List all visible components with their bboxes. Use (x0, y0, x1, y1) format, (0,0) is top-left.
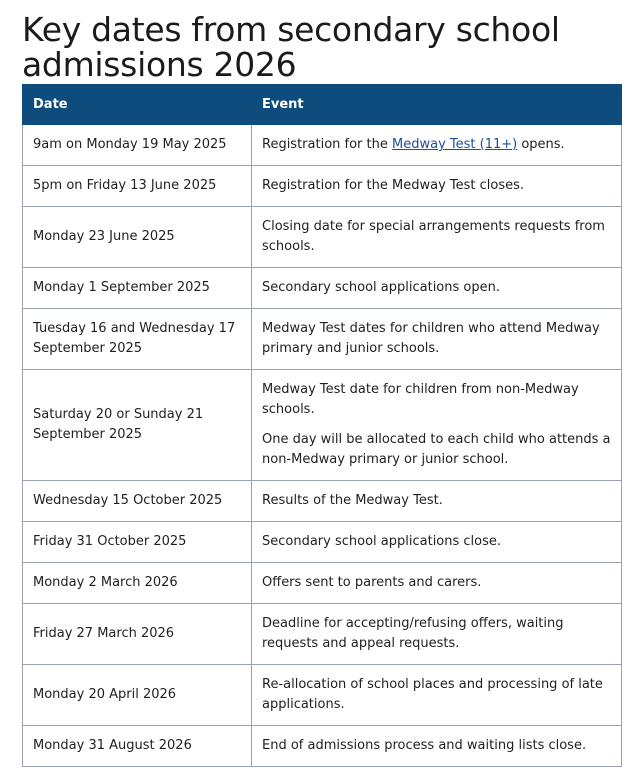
header-row (23, 85, 622, 125)
table-row (23, 370, 622, 481)
table-body (23, 125, 622, 767)
event-text: Closing date for special arrangements requests from schools. (262, 219, 605, 254)
event-text: Registration for the Medway Test closes. (262, 178, 525, 193)
date-cell: Friday 27 March 2026 (23, 604, 252, 665)
event-text: Medway Test dates for children who attend Medway primary and junior schools. (262, 321, 600, 356)
table-row (23, 726, 622, 767)
event-cell (252, 166, 622, 207)
table-row (23, 522, 622, 563)
event-cell (252, 726, 622, 767)
table-row (23, 207, 622, 268)
table-row (23, 125, 622, 166)
table-row (23, 604, 622, 665)
event-text: Deadline for accepting/refusing offers, waiting requests and appeal requests. (262, 616, 564, 651)
event-cell (252, 604, 622, 665)
date-cell: Saturday 20 or Sunday 21 September 2025 (23, 370, 252, 481)
column-header-event: Event (252, 85, 622, 125)
event-text: Re-allocation of school places and processing of late applications. (262, 677, 603, 712)
table-row (23, 166, 622, 207)
date-cell: Wednesday 15 October 2025 (23, 481, 252, 522)
table-row (23, 309, 622, 370)
event-cell (252, 665, 622, 726)
date-cell: Tuesday 16 and Wednesday 17 September 2025 (23, 309, 252, 370)
table-row (23, 268, 622, 309)
table-row (23, 563, 622, 604)
date-cell: Monday 2 March 2026 (23, 563, 252, 604)
event-text: Secondary school applications close. (262, 534, 502, 549)
event-cell (252, 125, 622, 166)
date-cell: Monday 1 September 2025 (23, 268, 252, 309)
date-cell: Monday 20 April 2026 (23, 665, 252, 726)
event-cell (252, 563, 622, 604)
date-cell: Friday 31 October 2025 (23, 522, 252, 563)
event-cell (252, 207, 622, 268)
table-row (23, 665, 622, 726)
date-cell: Monday 23 June 2025 (23, 207, 252, 268)
column-header-date: Date (23, 85, 252, 125)
date-cell: Monday 31 August 2026 (23, 726, 252, 767)
key-dates-table (22, 84, 622, 767)
event-cell (252, 309, 622, 370)
event-cell (252, 522, 622, 563)
event-text: Offers sent to parents and carers. (262, 575, 482, 590)
event-text: opens. (517, 137, 565, 152)
event-text: Medway Test date for children from non-Medway schools. (262, 382, 579, 417)
table-header (23, 85, 622, 125)
event-text: Registration for the (262, 137, 392, 152)
event-text: One day will be allocated to each child who attends a non-Medway primary or junior school. (262, 432, 611, 467)
table-row (23, 481, 622, 522)
page-title: Key dates from secondary school admissions 2026 (22, 10, 560, 84)
date-cell: 9am on Monday 19 May 2025 (23, 125, 252, 166)
date-cell: 5pm on Friday 13 June 2025 (23, 166, 252, 207)
medway-test-link[interactable]: Medway Test (11+) (392, 137, 518, 152)
event-text: Results of the Medway Test. (262, 493, 443, 508)
event-cell (252, 268, 622, 309)
event-text: Secondary school applications open. (262, 280, 500, 295)
event-cell (252, 481, 622, 522)
event-cell (252, 370, 622, 481)
event-text: End of admissions process and waiting lists close. (262, 738, 587, 753)
